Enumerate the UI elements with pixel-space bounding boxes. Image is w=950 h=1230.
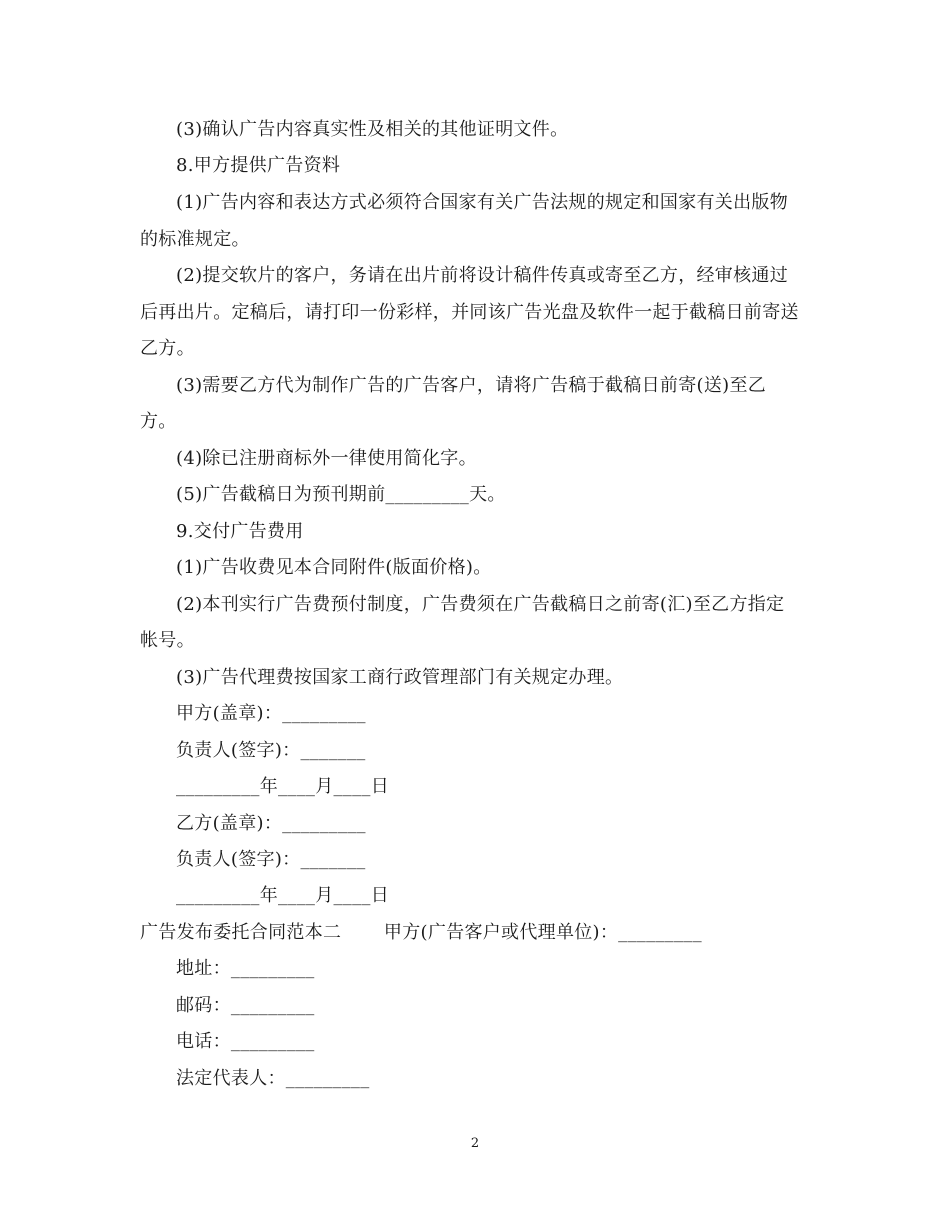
text-line: (2)提交软片的客户，务请在出片前将设计稿件传真或寄至乙方，经审核通过 (176, 265, 788, 286)
date-field: _________年____月____日 (176, 885, 389, 906)
text-line: 后再出片。定稿后，请打印一份彩样，并同该广告光盘及软件一起于截稿日前寄送 (140, 302, 799, 323)
text-line: (3)确认广告内容真实性及相关的其他证明文件。 (176, 119, 569, 140)
text-line: 方。 (140, 411, 177, 432)
text-line: 乙方。 (140, 338, 195, 359)
form-field: 电话：_________ (176, 1031, 315, 1052)
date-field: _________年____月____日 (176, 776, 389, 797)
text-line: (5)广告截稿日为预刊期前_________天。 (176, 484, 506, 505)
text-line: (2)本刊实行广告费预付制度，广告费须在广告截稿日之前寄(汇)至乙方指定 (176, 594, 785, 615)
text-line: (1)广告收费见本合同附件(版面价格)。 (176, 557, 492, 578)
text-line: (4)除已注册商标外一律使用简化字。 (176, 448, 477, 469)
form-field: 法定代表人：_________ (176, 1068, 370, 1089)
text-line: 的标准规定。 (140, 229, 250, 250)
signature-field: 负责人(签字)：_______ (176, 849, 366, 870)
signature-field: 甲方(盖章)：_________ (176, 703, 366, 724)
text-line: (1)广告内容和表达方式必须符合国家有关广告法规的规定和国家有关出版物 (176, 192, 788, 213)
signature-field: 负责人(签字)：_______ (176, 740, 366, 761)
text-line: (3)需要乙方代为制作广告的广告客户，请将广告稿于截稿日前寄(送)至乙 (176, 375, 767, 396)
contract-title-line: 广告发布委托合同范本二 甲方(广告客户或代理单位)：_________ (140, 922, 702, 943)
form-field: 邮码：_________ (176, 995, 315, 1016)
signature-field: 乙方(盖章)：_________ (176, 813, 366, 834)
section-heading: 9.交付广告费用 (176, 521, 304, 542)
section-heading: 8.甲方提供广告资料 (176, 155, 341, 176)
page-number: 2 (470, 1136, 480, 1151)
form-field: 地址：_________ (176, 958, 315, 979)
text-line: (3)广告代理费按国家工商行政管理部门有关规定办理。 (176, 667, 624, 688)
text-line: 帐号。 (140, 630, 195, 651)
